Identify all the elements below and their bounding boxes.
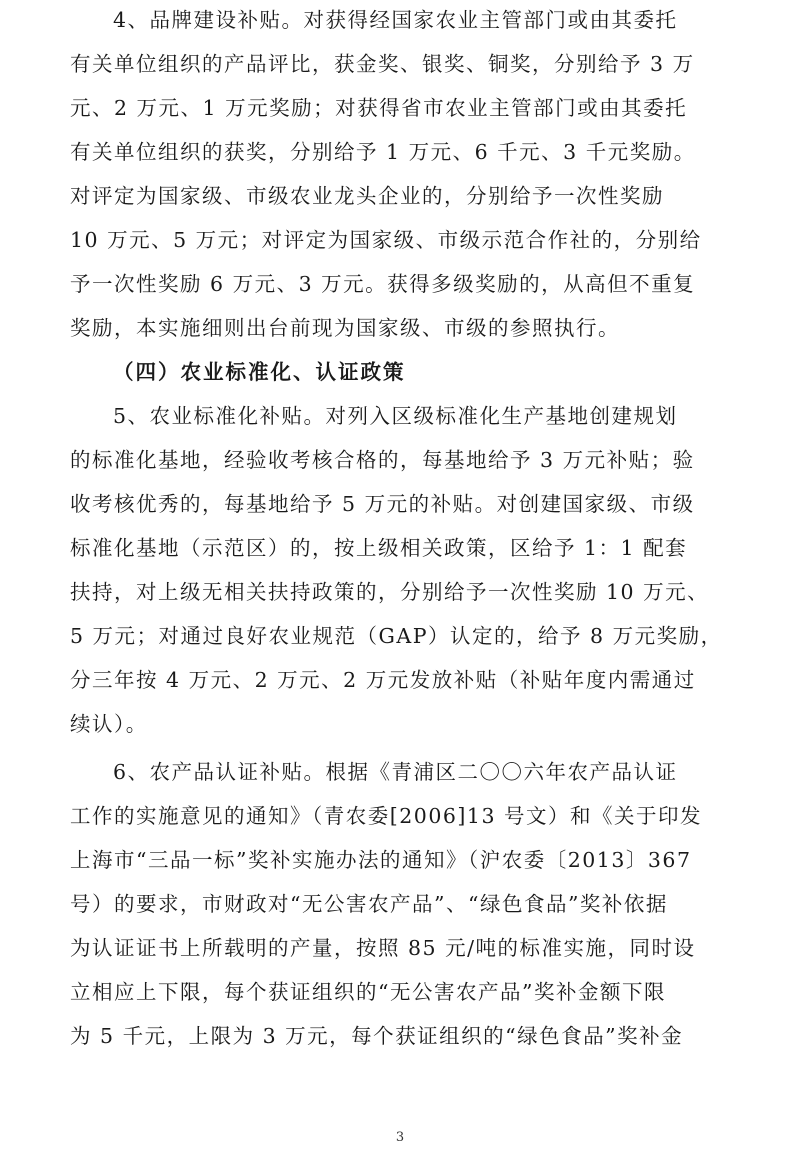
text-line: 的标准化基地，经验收考核合格的，每基地给予 3 万元补贴；验 — [70, 448, 695, 472]
text-line: 续认）。 — [70, 712, 148, 736]
text-line: 奖励，本实施细则出台前现为国家级、市级的参照执行。 — [70, 316, 620, 340]
text-line: 予一次性奖励 6 万元、3 万元。获得多级奖励的，从高但不重复 — [70, 272, 696, 296]
text-line: 为认证证书上所载明的产量，按照 85 元/吨的标准实施，同时设 — [70, 936, 696, 960]
text-line: 号）的要求，市财政对“无公害农产品”、“绿色食品”奖补依据 — [70, 892, 668, 916]
page-number: 3 — [395, 1130, 405, 1145]
text-line: 工作的实施意见的通知》（青农委[2006]13 号文）和《关于印发 — [70, 804, 703, 828]
text-line: 6、农产品认证补贴。根据《青浦区二〇〇六年农产品认证 — [113, 760, 678, 784]
text-line: 5、农业标准化补贴。对列入区级标准化生产基地创建规划 — [113, 404, 678, 428]
text-line: 10 万元、5 万元；对评定为国家级、市级示范合作社的，分别给 — [70, 228, 702, 252]
text-line: 元、2 万元、1 万元奖励；对获得省市农业主管部门或由其委托 — [70, 96, 688, 120]
text-line: 扶持，对上级无相关扶持政策的，分别给予一次性奖励 10 万元、 — [70, 580, 710, 604]
text-line: 4、品牌建设补贴。对获得经国家农业主管部门或由其委托 — [113, 8, 678, 32]
text-line: 收考核优秀的，每基地给予 5 万元的补贴。对创建国家级、市级 — [70, 492, 695, 516]
text-line: 5 万元；对通过良好农业规范（GAP）认定的，给予 8 万元奖励， — [70, 624, 723, 648]
text-line: 对评定为国家级、市级农业龙头企业的，分别给予一次性奖励 — [70, 184, 664, 208]
text-line: 有关单位组织的产品评比，获金奖、银奖、铜奖，分别给予 3 万 — [70, 52, 695, 76]
text-line: 为 5 千元，上限为 3 万元，每个获证组织的“绿色食品”奖补金 — [70, 1024, 684, 1048]
text-line: 分三年按 4 万元、2 万元、2 万元发放补贴（补贴年度内需通过 — [70, 668, 696, 692]
text-line: 标准化基地（示范区）的，按上级相关政策，区给予 1：1 配套 — [70, 536, 688, 560]
text-line: 立相应上下限，每个获证组织的“无公害农产品”奖补金额下限 — [70, 980, 666, 1004]
section-heading: （四）农业标准化、认证政策 — [113, 360, 406, 384]
text-line: 上海市“三品一标”奖补实施办法的通知》（沪农委〔2013〕367 — [70, 848, 692, 872]
text-line: 有关单位组织的获奖，分别给予 1 万元、6 千元、3 千元奖励。 — [70, 140, 696, 164]
